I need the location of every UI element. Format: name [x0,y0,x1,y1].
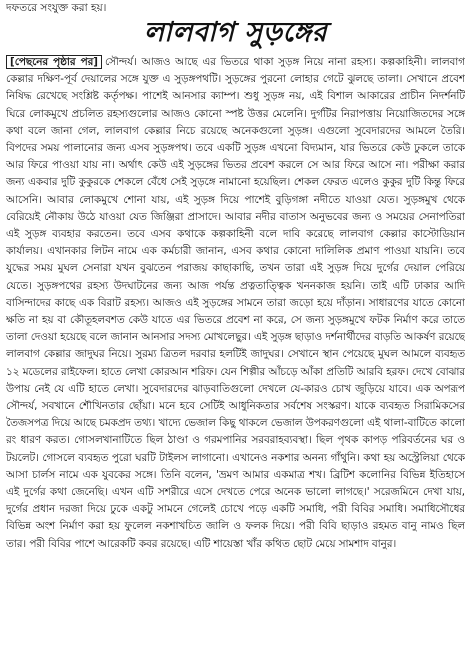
article-body [6,54,465,654]
article-text: সৌন্দর্য। আজও আছে এর ভিতরে থাকা সুড়ঙ্গ নিয়ে নানা রহস্য। কল্পকাহিনী। লালবাগ কেল্লার দক্ষিণ-পূর্ব দেয়ালের সঙ্গে যুক্ত এ সুড়ঙ্গপথটি। সুড়ঙ্গের পুরনো লোহার গেটে ঝুলছে তালা। সেখানে প্রবেশ নিষিদ্ধ রেখেছে সংশ্লিষ্ট কর্তৃপক্ষ। পাশেই আনসার ক্যাম্প। শুধু সুড়ঙ্গ নয়, এই বিশাল আকারের প্রাচীন নিদর্শনটি ঘিরে লোকমুখে প্রচলিত রহস্যগুলোর আজও কোনো স্পষ্ট উত্তর মেলেনি। দুর্গটির নিরাপত্তায় নিয়োজিতদের সঙ্গে কথা বলে জানা গেল, লালবাগ কেল্লার নিচে রয়েছে অনেকগুলো সুড়ঙ্গ। এগুলো সুবেদারদের আমলে তৈরি। বিপদের সময় পালানোর জন্য এসব সুড়ঙ্গপথ। তবে একটি সুড়ঙ্গ এখনো বিদ্যমান, যার ভিতরে কেউ ঢুকলে তাকে আর ফিরে পাওয়া যায় না। অর্থাৎ কেউ এই সুড়ঙ্গের ভিতর প্রবেশ করলে সে আর ফিরে আসে না। পরীক্ষা করার জন্য একবার দুটি কুকুরকে শেকলে বেঁধে সেই সুড়ঙ্গে নামানো হয়েছিল। শেকল ফেরত এলেও কুকুর দুটি কিন্তু ফিরে আসেনি। আবার লোকমুখে শোনা যায়, এই সুড়ঙ্গ দিয়ে পাশেই বুড়িগঙ্গা নদীতে যাওয়া যেত। সুড়ঙ্গমুখ থেকে বেরিয়েই নৌকায় উঠে যাওয়া যেত জিঞ্জিরা প্রাসাদে। আবার নদীর বাতাস অনুভবের জন্য ও সময়ের সেনাপতিরা এই সুড়ঙ্গ ব্যবহার করতেন। তবে এসব কথাকে কল্পকাহিনী বলে দাবি করেছে লালবাগ কেল্লার কাস্টোডিয়ান কার্যালয়। এখানকার লিটন নামে এক কর্মচারী জানান, এসব কথার কোনো দালিলিক প্রমাণ পাওয়া যায়নি। তবে যুদ্ধের সময় মুঘল সেনারা যখন বুঝতেন পরাজয় কাছাকাছি, তখন তারা এই সুড়ঙ্গ দিয়ে দুর্গের দেয়াল পেরিয়ে যেতে। সুড়ঙ্গপথের রহস্য উদঘাটনের জন্য আজ পর্যন্ত প্রত্নতাত্ত্বিক খননকাজ হয়নি। তাই এটি ঢাকার আদি বাসিন্দাদের কাছে এক বিরাট রহস্য। আজও এই সুড়ঙ্গের সামনে তারা জড়ো হয়ে দাঁড়ান। সাধারণের যাতে কোনো ক্ষতি না হয় বা কৌতূহলবশত কেউ যাতে এর ভিতরে প্রবেশ না করে, সে জন্য সুড়ঙ্গমুখে ফটক নির্মাণ করে তাতে তালা দেওয়া হয়েছে বলে জানান আনসার সদস্য মোখলেছুর। এই সুড়ঙ্গ ছাড়াও দর্শনার্থীদের বাড়তি আকর্ষণ রয়েছে লালবাগ কেল্লার জাদুঘর নিয়ে। সুরম্য ত্রিতল দরবার হলটিই জাদুঘর। সেখানে স্থান পেয়েছে মুঘল আমলে ব্যবহৃত ১২ মডেলের রাইফেল। হাতে লেখা কোরআন শরিফ। যেন শিল্পীর আঁচড়ে আঁকা প্রতিটি আরবি হরফ। দেখে বোঝার উপায় নেই যে এটি হাতে লেখা। সুবেদারদের ঝাড়বাতিগুলো দেখলে যে-কারও চোখ জুড়িয়ে যাবে। এক অপরূপ সৌন্দর্য, সবখানে শৌখিনতার ছোঁয়া। মনে হবে সেটিই আধুনিকতার সর্বশেষ সংস্করণ। যাকে ব্যবহৃত সিরামিকসের তৈজসপত্র দিয়ে আছে চমকপ্রদ তথ্য। খাদ্যে ভেজাল কিছু থাকলে ভেজাল উপকরণগুলো এই থালা-বাটিতে কালো রং ধারণ করত। গোসলখানাটিতে ছিল ঠাণ্ডা ও গরমপানির সরবরাহব্যবস্থা। ছিল পৃথক কাপড় পরিবর্তনের ঘর ও টয়লেট। গোসলে ব্যবহৃত পুরো ঘরটি টাইলস লাগানো। এখানেও নকশার অনন্য গাঁথুনি। কথা হয় অস্ট্রেলিয়া থেকে আসা চার্লস নামে এক যুবকের সঙ্গে। তিনি বলেন, 'ভ্রমণ আমার একমাত্র শখ। ব্রিটিশ কলোনির বিভিন্ন ইতিহাসে এই দুর্গের কথা জেনেছি। এখন এটি সশরীরে এসে দেখতে পেরে অনেক ভালো লাগছে।' সরেজমিনে দেখা যায়, দুর্গের প্রধান দরজা দিয়ে ঢুকে একটু সামনে গেলেই চোখে পড়ে একটি সমাধি, পরী বিবির সমাধি। সমাধিসৌধের বিভিন্ন অংশ নির্মাণ করা হয় ফুলেল নকশাখচিত জালি ও ফলক দিয়ে। পরী বিবি ছাড়াও রহমত বানু নামও ছিল তার। পরী বিবির পাশে আরেকটি কবর রয়েছে। এটি শায়েস্তা খাঁর কথিত ছোট মেয়ে সামশাদ বানুর। [6,56,465,550]
continued-from-label: [পেছনের পৃষ্ঠার পর] [6,55,102,69]
article-headline: লালবাগ সুড়ঙ্গের [143,17,328,48]
article-paragraph [6,54,465,553]
previous-article-tail: দফতরে সংযুক্ত করা হয়। [6,2,107,14]
